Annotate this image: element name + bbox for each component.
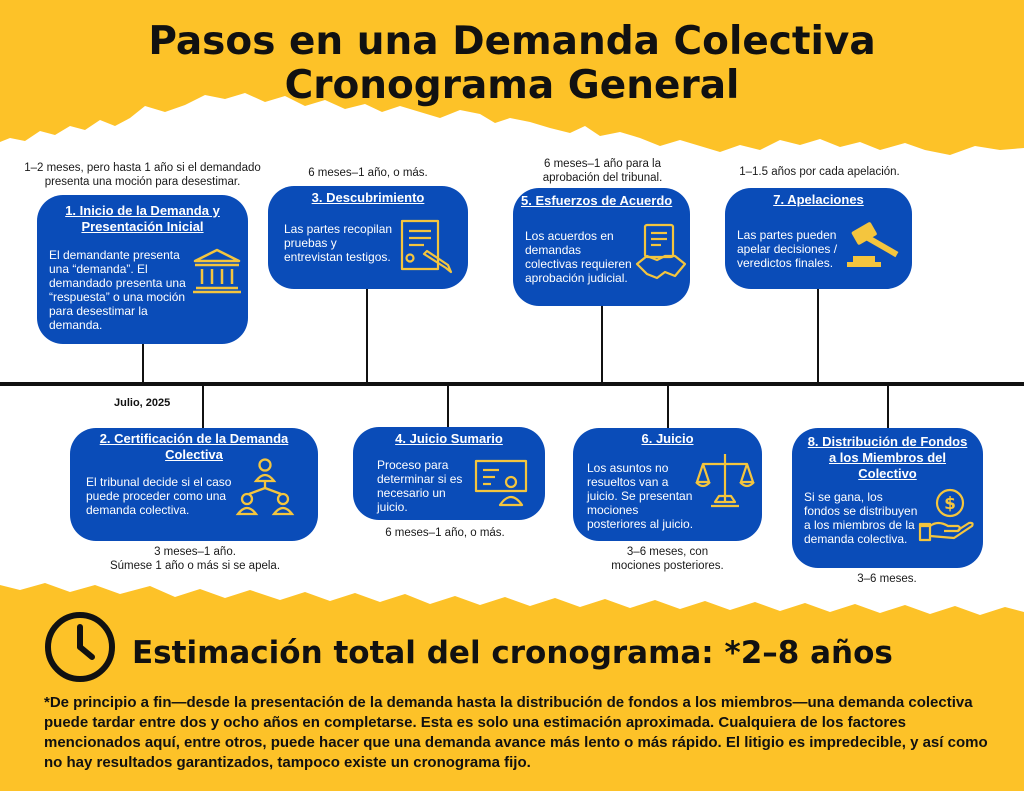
people-network-icon	[234, 458, 296, 516]
svg-text:$: $	[944, 494, 956, 514]
connector-step-2	[202, 384, 204, 429]
gavel-icon	[845, 218, 907, 274]
step-8-text: Si se gana, los fondos se distribuyen a los miembros de la demanda colectiva.	[804, 490, 918, 546]
step-7-box	[725, 188, 912, 289]
connector-step-6	[667, 384, 669, 428]
connector-step-5	[601, 306, 603, 384]
step-2-title-line-1: 2. Certificación de la Demanda	[99, 431, 289, 446]
handshake-icon	[635, 222, 687, 282]
duration-step-6-line-2: mociones posteriores.	[611, 560, 724, 572]
step-3-box	[268, 186, 468, 289]
step-2-box	[70, 428, 318, 541]
step-6-title: 6. Juicio	[641, 431, 694, 446]
step-1-text: El demandante presenta una “demanda”. El demandado presenta una “respuesta” o una moción para desestimar la demanda.	[49, 248, 186, 332]
title-line-2: Cronograma General	[284, 63, 740, 108]
step-8-box	[792, 428, 983, 568]
connector-step-7	[817, 289, 819, 384]
step-1-title-line-1: 1. Inicio de la Demanda y	[65, 203, 220, 218]
step-4-title: 4. Juicio Sumario	[395, 431, 503, 446]
duration-step-1: 1–2 meses, pero hasta 1 año si el demandado presenta una moción para desestimar.	[24, 162, 261, 188]
duration-step-4: 6 meses–1 año, o más.	[385, 527, 505, 539]
title-line-1: Pasos en una Demanda Colectiva	[148, 19, 876, 64]
presentation-icon	[473, 458, 531, 508]
connector-step-3	[366, 289, 368, 384]
step-8-title-line-2: a los Miembros del	[828, 450, 947, 465]
duration-step-2-line-1: 3 meses–1 año.	[154, 546, 236, 558]
step-7-text: Las partes pueden apelar decisiones / veredictos finales.	[737, 228, 838, 270]
footnote: *De principio a fin—desde la presentación de la demanda hasta la distribución de fondos a los miembros—una demanda colectiva puede tardar entre dos y ocho años en completarse. Esta es solo una estimación aproximada. Cualquiera de los factores mencionados aquí, entre otros, puede hacer que una demanda avance más lento o más rápido. El litigio es impredecible, y así como no hay resultados garantizados, tampoco existe un cronograma fijo.	[44, 694, 988, 771]
timeline-date: Julio, 2025	[114, 397, 171, 409]
timeline-axis	[0, 382, 1024, 386]
step-5-box	[513, 188, 690, 306]
duration-step-8: 3–6 meses.	[857, 573, 917, 585]
connector-step-4	[447, 384, 449, 427]
connector-step-1	[142, 344, 144, 384]
step-6-box	[573, 428, 762, 541]
step-7-title: 7. Apelaciones	[773, 192, 864, 207]
document-pen-icon	[398, 218, 456, 274]
step-1-title-line-2: Presentación Inicial	[81, 219, 204, 234]
step-4-text: Proceso para determinar si es necesario un juicio.	[377, 458, 463, 514]
duration-step-5: 6 meses–1 año para la aprobación del tribunal.	[542, 158, 663, 184]
step-4-box	[353, 427, 545, 520]
step-5-text: Los acuerdos en demandas colectivas requieren aprobación judicial.	[525, 229, 632, 285]
step-2-text: El tribunal decide si el caso puede proceder como una demanda colectiva.	[86, 475, 232, 517]
connector-step-8	[887, 384, 889, 428]
step-3-text: Las partes recopilan pruebas y entrevistan testigos.	[284, 222, 393, 264]
money-hand-icon	[918, 486, 976, 544]
step-1-box	[37, 195, 248, 344]
step-5-title: 5. Esfuerzos de Acuerdo	[521, 193, 673, 208]
duration-step-6-line-1: 3–6 meses, con	[626, 546, 709, 558]
courthouse-icon	[191, 247, 243, 295]
duration-step-7: 1–1.5 años por cada apelación.	[739, 166, 900, 178]
step-2-title-line-2: Colectiva	[165, 447, 223, 462]
step-8-title-line-1: 8. Distribución de Fondos	[807, 434, 968, 449]
step-3-title: 3. Descubrimiento	[311, 190, 425, 205]
duration-step-2-line-2: Súmese 1 año o más si se apela.	[109, 560, 281, 572]
total-estimate: Estimación total del cronograma: *2–8 años	[132, 635, 893, 671]
step-6-text: Los asuntos no resueltos van a juicio. Se presentan mociones posteriores al juicio.	[587, 461, 694, 531]
clock-icon	[44, 611, 116, 683]
scales-icon	[695, 450, 755, 510]
duration-step-3: 6 meses–1 año, o más.	[308, 167, 428, 179]
step-8-title-line-3: Colectivo	[858, 466, 917, 481]
